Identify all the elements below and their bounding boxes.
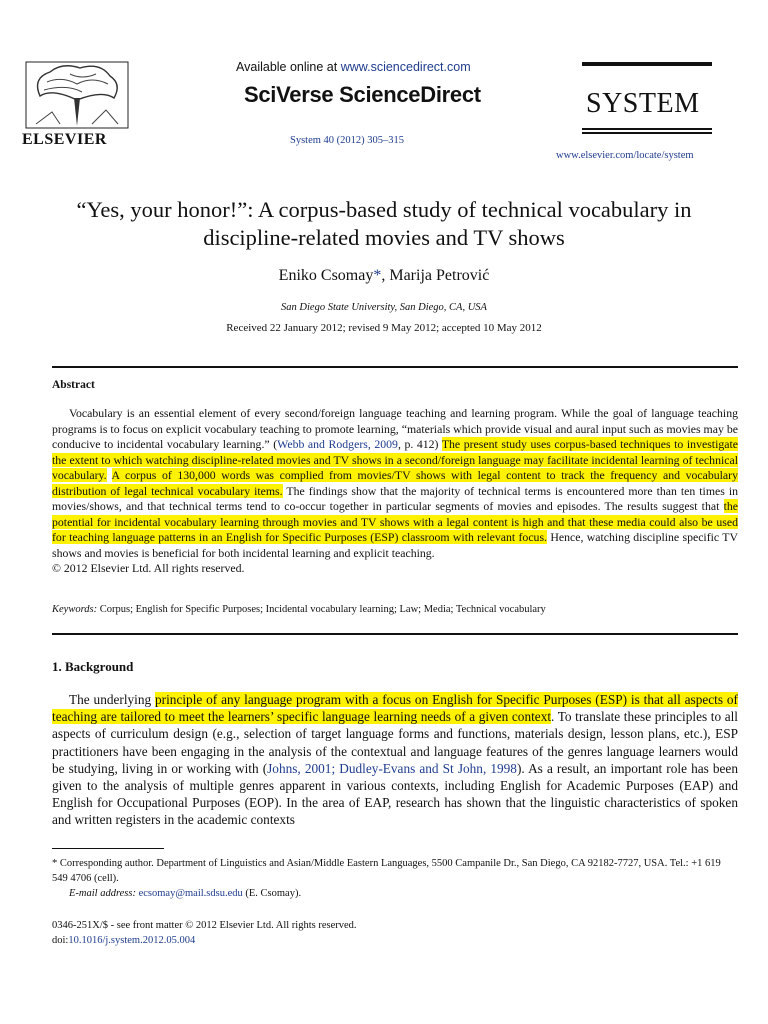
citation-link[interactable]: Webb and Rodgers, 2009 [277, 437, 398, 451]
affiliation: San Diego State University, San Diego, CA, USA [281, 302, 487, 313]
abstract-text [107, 468, 112, 482]
journal-name: SYSTEM [586, 88, 700, 119]
publisher-name: ELSEVIER [22, 131, 107, 148]
citation-link[interactable]: Johns, 2001 [267, 760, 332, 776]
abstract-body [52, 406, 738, 577]
journal-top-rule [582, 62, 712, 69]
author-separator: , [381, 267, 390, 284]
footnote [52, 856, 738, 901]
doi-link[interactable]: 10.1016/j.system.2012.05.004 [68, 935, 196, 946]
journal-bottom-rule [582, 128, 712, 136]
sciencedirect-link[interactable]: www.sciencedirect.com [340, 60, 471, 74]
doi-line [52, 933, 738, 948]
footnote-email-line [52, 886, 738, 901]
abstract-text: Hence, watching discipline specific TV shows and movies is beneficial for both incidental learning and explicit teaching. [52, 530, 738, 560]
email-link[interactable]: ecsomay@mail.sdsu.edu [138, 888, 243, 899]
highlighted-text: the potential for incidental vocabulary learning through movies and TV shows with a legal content is high and that these media could also be used for teaching language patterns in an English for Specific Purposes (ESP) classroom with relevant focus. [52, 499, 738, 544]
highlighted-text: A corpus of 130,000 words was complied from movies/TV shows with legal content to track the frequency and vocabulary distribution of legal technical vocabulary items. [52, 468, 738, 498]
abstract-paragraph [52, 406, 738, 561]
body-text: ). As a result, an important role has been given to the analysis of multiple genres apparent in various contexts, including English for Academic Purposes (EAP) and English for Occupational Purposes (EOP). In the area of EAP, research has shown that the linguistic characteristics of spoken and written registers in the academic contexts [52, 760, 738, 828]
keywords [52, 604, 738, 615]
issn-line: 0346-251X/$ - see front matter © 2012 Elsevier Ltd. All rights reserved. [52, 920, 357, 931]
corresponding-author-mark[interactable]: * [373, 267, 382, 284]
highlighted-text: principle of any language program with a focus on English for Specific Purposes (ESP) is that all aspects of teaching are tailored to meet the learners’ specific language learning needs of a given context [52, 692, 738, 725]
available-online [236, 60, 471, 74]
footnote-text: * Corresponding author. Department of Linguistics and Asian/Middle Eastern Languages, 5500 Campanile Dr., San Diego, CA 92182-7727, USA. Tel.: +1 619 549 4706 (cell). [52, 858, 721, 884]
journal-citation[interactable]: System 40 (2012) 305–315 [290, 135, 405, 146]
highlighted-text: The present study uses corpus-based techniques to investigate the extent to which watching discipline-related movies and TV shows in a second/foreign language may facilitate incidental learning of technical vocabulary. [52, 437, 738, 482]
author-2: Marija Petrović [389, 267, 490, 284]
section-body [52, 691, 738, 829]
authors [0, 267, 768, 285]
citation-link[interactable]: Dudley-Evans and St John, 1998 [339, 760, 517, 776]
divider-bottom [52, 633, 738, 635]
email-label: E-mail address: [69, 888, 136, 899]
article-title: “Yes, your honor!”: A corpus-based study of technical vocabulary in discipline-related movies and TV shows [76, 197, 692, 250]
body-text: . To translate these principles to all aspects of curriculum design (e.g., selection of target language forms and functions, materials design, lesson plans, etc.), ESP practitioners have been engaging in the analysis of the contextual and language features of the genres language learners would be studying, living in or working with ( [52, 709, 738, 776]
doi-label: doi: [52, 935, 69, 946]
abstract-heading: Abstract [52, 379, 95, 391]
section-heading: 1. Background [52, 659, 134, 674]
journal-url[interactable]: www.elsevier.com/locate/system [556, 150, 694, 161]
body-paragraph [52, 691, 738, 829]
platform-name: SciVerse ScienceDirect [244, 82, 481, 107]
abstract-text: Vocabulary is an essential element of every second/foreign language teaching and learning program. While the goal of language teaching programs is to focus on explicit vocabulary teaching to promote learning, “materials which provide visual and aural input such as movies may be conducive to incidental vocabulary learning.” ( [52, 406, 738, 451]
keywords-list: Corpus; English for Specific Purposes; Incidental vocabulary learning; Law; Media; Technical vocabulary [97, 604, 546, 615]
abstract-copyright: © 2012 Elsevier Ltd. All rights reserved. [52, 561, 245, 575]
divider-top [52, 366, 738, 368]
abstract-text: The findings show that the majority of technical terms is encountered more than ten times in movies/shows, and that technical terms tend to co-occur together in particular segments of movies and episodes. The results suggest that [52, 483, 739, 513]
author-1: Eniko Csomay [278, 267, 374, 284]
citation-separator: ; [331, 760, 340, 776]
abstract-text: , p. 412) [397, 437, 442, 451]
front-matter [52, 918, 738, 948]
body-text: The underlying [69, 692, 156, 707]
received-dates: Received 22 January 2012; revised 9 May 2012; accepted 10 May 2012 [226, 322, 542, 334]
footnote-rule [52, 848, 164, 849]
available-prefix: Available online at [236, 60, 341, 74]
email-suffix: (E. Csomay). [242, 888, 302, 899]
keywords-label: Keywords: [52, 604, 98, 615]
